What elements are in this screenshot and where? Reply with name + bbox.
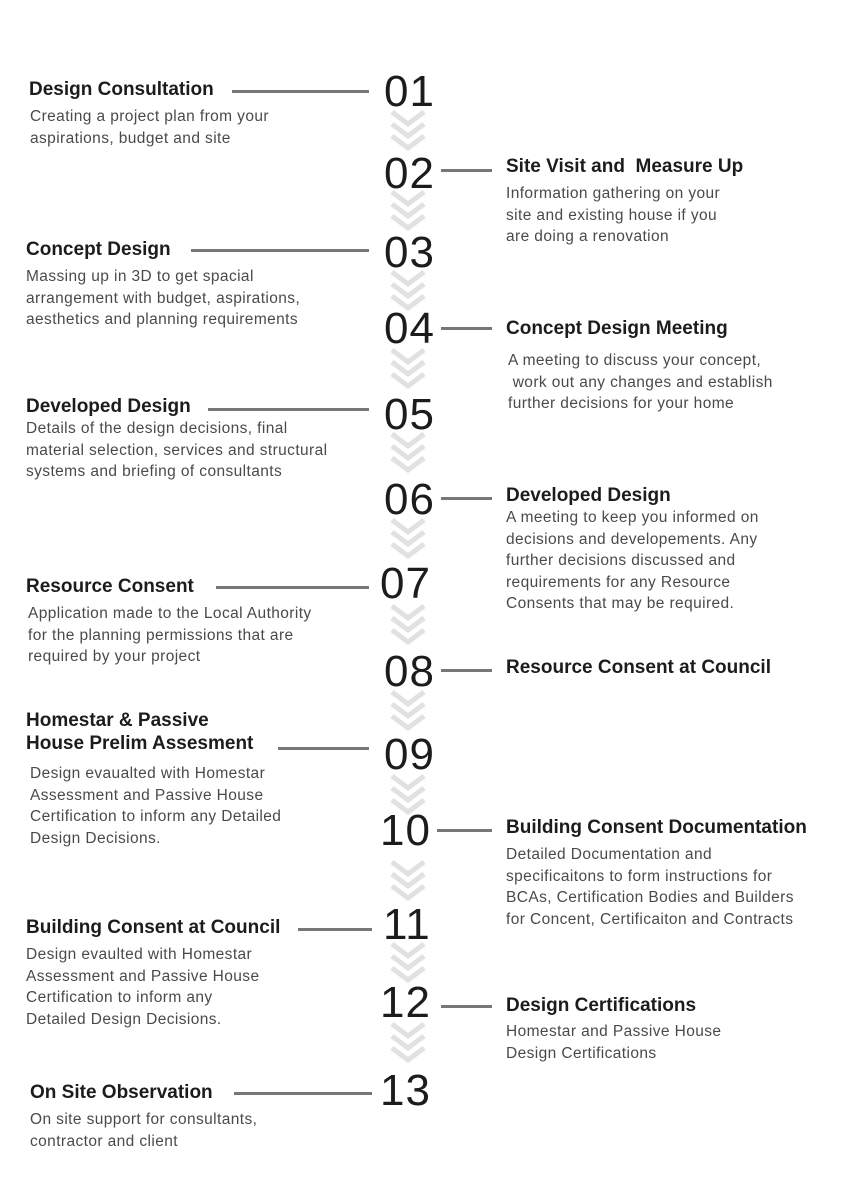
- connector-line: [441, 1005, 492, 1008]
- step-number: 07: [380, 559, 431, 608]
- step-number: 05: [384, 390, 435, 439]
- connector-line: [437, 829, 492, 832]
- step-number: 09: [384, 730, 435, 779]
- step-title: Design Certifications: [506, 995, 697, 1016]
- step-title: Site Visit and Measure Up: [506, 156, 744, 177]
- step-description: Information gathering on your site and existing house if you are doing a renovation: [506, 185, 721, 246]
- step-description: Details of the design decisions, final material selection, services and structural systems and briefing of consultants: [26, 420, 328, 481]
- chevron-down-icon: [392, 862, 424, 874]
- connector-line: [441, 327, 492, 330]
- step-description: Massing up in 3D to get spacial arrangement with budget, aspirations, aesthetics and planning requirements: [26, 268, 301, 329]
- step-title: Building Consent Documentation: [506, 817, 807, 838]
- connector-line: [216, 586, 369, 589]
- step-title: Concept Design Meeting: [506, 318, 728, 339]
- connector-line: [234, 1092, 372, 1095]
- connector-line: [191, 249, 369, 252]
- step-number: 13: [380, 1066, 431, 1115]
- step-number: 04: [384, 304, 435, 353]
- step-description: Design evaualted with Homestar Assessment and Passive House Certification to inform any Detailed Design Decisions.: [30, 765, 282, 847]
- step-description: A meeting to discuss your concept, work out any changes and establish further decisions for your home: [508, 352, 773, 413]
- step-title: Resource Consent: [26, 576, 194, 597]
- connector-line: [232, 90, 369, 93]
- connector-line: [441, 497, 492, 500]
- step-title: Resource Consent at Council: [506, 657, 771, 678]
- step-description: Design evaulted with Homestar Assessment and Passive House Certification to inform any Detailed Design Decisions.: [26, 946, 260, 1028]
- step-title: Building Consent at Council: [26, 917, 281, 938]
- connector-line: [298, 928, 372, 931]
- step-description: Creating a project plan from your aspirations, budget and site: [30, 108, 269, 147]
- step-description: On site support for consultants, contractor and client: [30, 1111, 258, 1150]
- step-title: Homestar & Passive House Prelim Assesment: [26, 710, 254, 754]
- step-description: A meeting to keep you informed on decisions and developements. Any further decisions discussed and requirements for any Resource Consents that may be required.: [506, 509, 759, 613]
- step-title: Concept Design: [26, 239, 171, 260]
- step-description: Application made to the Local Authority for the planning permissions that are required by your project: [28, 605, 312, 666]
- step-number: 08: [384, 647, 435, 696]
- step-title: Developed Design: [506, 485, 671, 506]
- connector-line: [208, 408, 369, 411]
- step-number: 06: [384, 475, 435, 524]
- step-description: Homestar and Passive House Design Certifications: [506, 1023, 722, 1062]
- step-number: 11: [383, 900, 431, 949]
- step-number: 01: [384, 67, 435, 116]
- step-number: 10: [380, 806, 431, 855]
- connector-line: [278, 747, 369, 750]
- step-title: Developed Design: [26, 396, 191, 417]
- step-number: 02: [384, 149, 435, 198]
- step-title: On Site Observation: [30, 1082, 213, 1103]
- step-description: Detailed Documentation and specificaitons to form instructions for BCAs, Certification Bodies and Builders for Concent, Certificaiton and Contracts: [506, 846, 794, 928]
- step-number: 03: [384, 228, 435, 277]
- connector-line: [441, 169, 492, 172]
- step-title: Design Consultation: [29, 79, 214, 100]
- connector-line: [441, 669, 492, 672]
- step-number: 12: [380, 978, 431, 1027]
